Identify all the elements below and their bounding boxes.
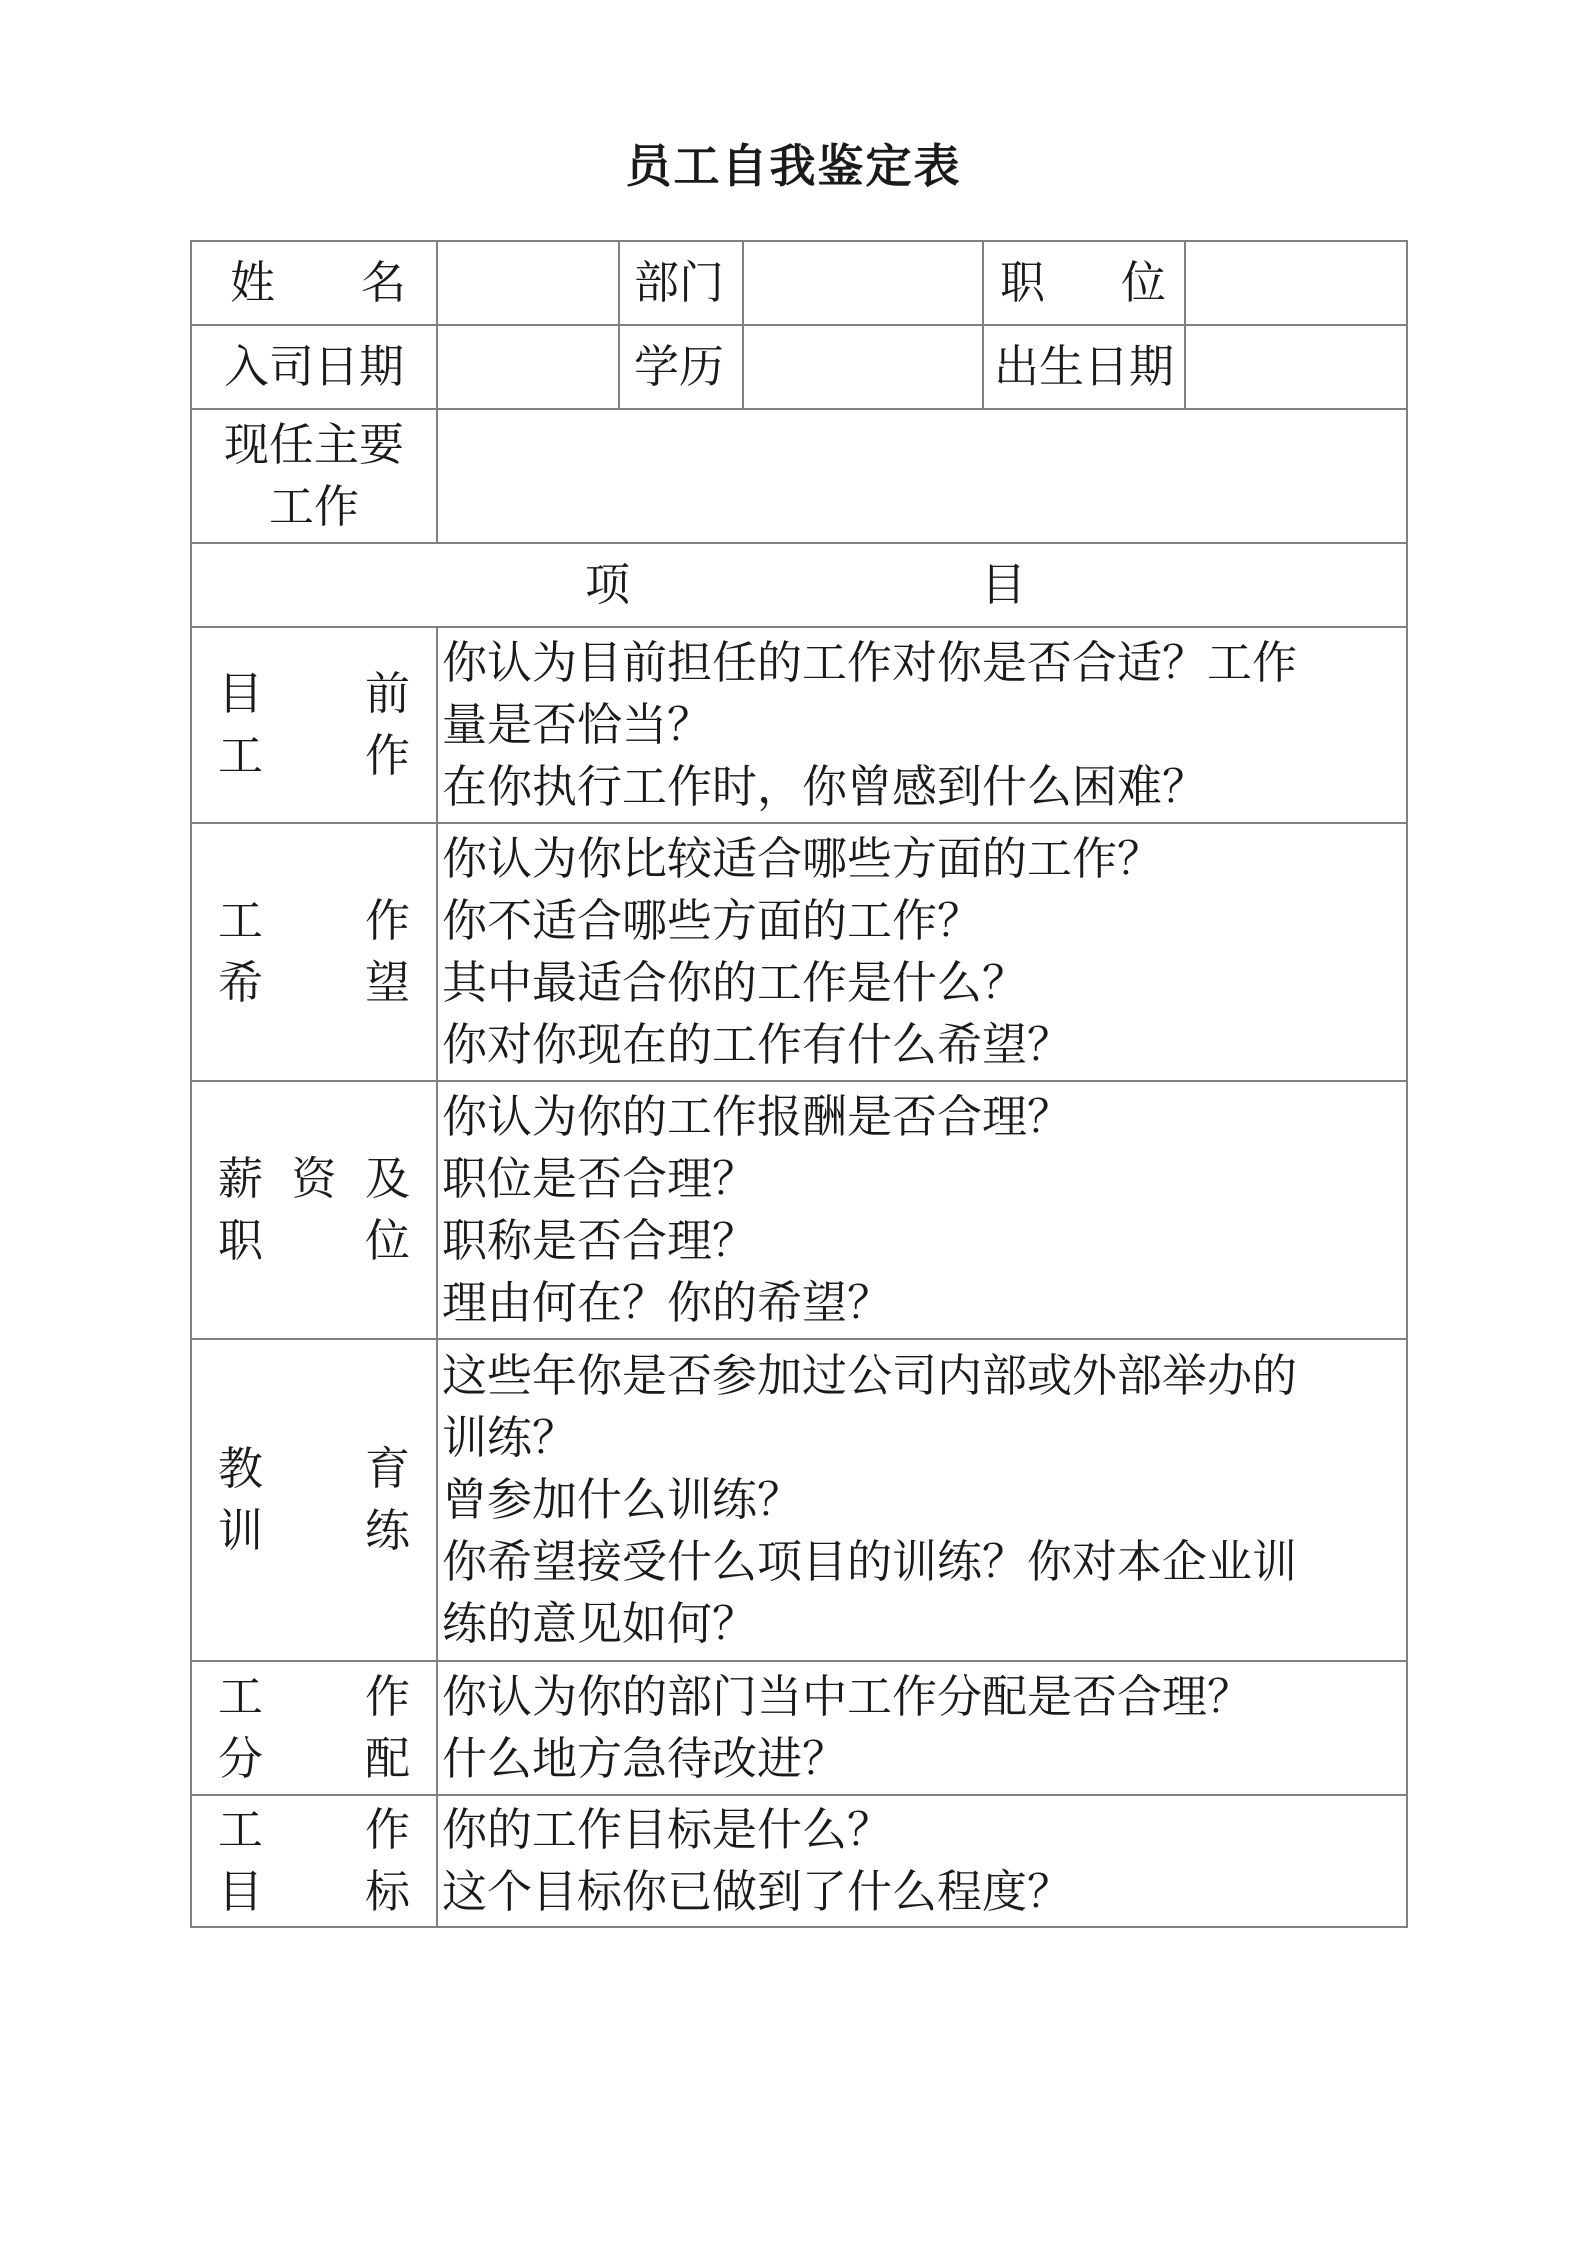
name-label-cell bbox=[191, 241, 437, 325]
question-line: 理由何在？你的希望？ bbox=[442, 1276, 893, 1329]
birth-date-field[interactable] bbox=[1185, 325, 1407, 409]
question-list bbox=[438, 632, 1406, 818]
question-line: 职位是否合理？ bbox=[442, 1152, 758, 1205]
category-cell bbox=[191, 823, 437, 1081]
category-cell bbox=[191, 1081, 437, 1339]
page-title: 员工自我鉴定表 bbox=[625, 139, 962, 193]
category-label: 工 作 目 标 bbox=[218, 1803, 410, 1918]
section-row bbox=[191, 1795, 1407, 1927]
self-evaluation-table bbox=[190, 240, 1408, 1928]
questions-cell[interactable] bbox=[437, 823, 1407, 1081]
category-label: 薪 资 及 职 位 bbox=[218, 1152, 410, 1267]
category-cell bbox=[191, 1795, 437, 1927]
main-work-field[interactable] bbox=[437, 409, 1407, 543]
dept-label: 部门 bbox=[634, 256, 725, 309]
birth-date-label: 出生日期 bbox=[993, 340, 1174, 393]
main-work-label: 现任主要 工作 bbox=[223, 418, 404, 533]
category-label: 目 前 工 作 bbox=[218, 667, 410, 782]
category-cell bbox=[191, 1661, 437, 1795]
questions-cell[interactable] bbox=[437, 1795, 1407, 1927]
education-field[interactable] bbox=[743, 325, 983, 409]
question-line: 职称是否合理？ bbox=[442, 1214, 758, 1267]
questions-cell[interactable] bbox=[437, 627, 1407, 823]
main-work-label-cell bbox=[191, 409, 437, 543]
question-line: 什么地方急待改进？ bbox=[442, 1732, 848, 1785]
question-list bbox=[438, 1666, 1406, 1790]
question-line: 你认为你的工作报酬是否合理？ bbox=[442, 1090, 1073, 1143]
question-line: 这些年你是否参加过公司内部或外部举办的 bbox=[442, 1349, 1298, 1402]
question-line: 在你执行工作时，你曾感到什么困难？ bbox=[442, 760, 1208, 813]
question-line: 你认为你的部门当中工作分配是否合理？ bbox=[442, 1670, 1253, 1723]
question-line: 你希望接受什么项目的训练？你对本企业训 bbox=[442, 1535, 1298, 1588]
position-label-cell bbox=[983, 241, 1185, 325]
join-date-label-cell bbox=[191, 325, 437, 409]
question-line: 你对你现在的工作有什么希望？ bbox=[442, 1018, 1073, 1071]
question-list bbox=[438, 1345, 1406, 1655]
question-line: 你不适合哪些方面的工作？ bbox=[442, 894, 983, 947]
questions-cell[interactable] bbox=[437, 1081, 1407, 1339]
question-list bbox=[438, 1086, 1406, 1334]
education-label: 学历 bbox=[634, 340, 725, 393]
name-label: 姓 名 bbox=[230, 256, 406, 309]
section-row bbox=[191, 1661, 1407, 1795]
section-row bbox=[191, 627, 1407, 823]
question-list bbox=[438, 828, 1406, 1076]
header-row-1 bbox=[191, 241, 1407, 325]
dept-field[interactable] bbox=[743, 241, 983, 325]
dept-label-cell bbox=[619, 241, 743, 325]
question-line: 这个目标你已做到了什么程度？ bbox=[442, 1865, 1073, 1918]
section-row bbox=[191, 1339, 1407, 1661]
section-row bbox=[191, 1081, 1407, 1339]
question-line: 量是否恰当？ bbox=[442, 698, 713, 751]
category-label: 工 作 希 望 bbox=[218, 894, 410, 1009]
education-label-cell bbox=[619, 325, 743, 409]
question-line: 你的工作目标是什么？ bbox=[442, 1803, 893, 1856]
questions-cell[interactable] bbox=[437, 1339, 1407, 1661]
items-header-cell bbox=[191, 543, 1407, 627]
question-line: 训练？ bbox=[442, 1411, 578, 1464]
name-field[interactable] bbox=[437, 241, 619, 325]
question-list bbox=[438, 1799, 1406, 1923]
category-cell bbox=[191, 1339, 437, 1661]
question-line: 其中最适合你的工作是什么？ bbox=[442, 956, 1028, 1009]
position-field[interactable] bbox=[1185, 241, 1407, 325]
category-label: 工 作 分 配 bbox=[218, 1670, 410, 1785]
section-row bbox=[191, 823, 1407, 1081]
question-line: 你认为你比较适合哪些方面的工作？ bbox=[442, 832, 1163, 885]
questions-cell[interactable] bbox=[437, 1661, 1407, 1795]
join-date-label: 入司日期 bbox=[223, 340, 404, 393]
items-header: 项 目 bbox=[585, 558, 1026, 611]
position-label: 职 位 bbox=[1000, 256, 1166, 309]
header-row-3 bbox=[191, 409, 1407, 543]
items-header-row bbox=[191, 543, 1407, 627]
header-row-2 bbox=[191, 325, 1407, 409]
category-cell bbox=[191, 627, 437, 823]
question-line: 练的意见如何？ bbox=[442, 1597, 758, 1650]
question-line: 你认为目前担任的工作对你是否合适？工作 bbox=[442, 636, 1298, 689]
category-label: 教 育 训 练 bbox=[218, 1442, 410, 1557]
birth-date-label-cell bbox=[983, 325, 1185, 409]
question-line: 曾参加什么训练？ bbox=[442, 1473, 803, 1526]
join-date-field[interactable] bbox=[437, 325, 619, 409]
